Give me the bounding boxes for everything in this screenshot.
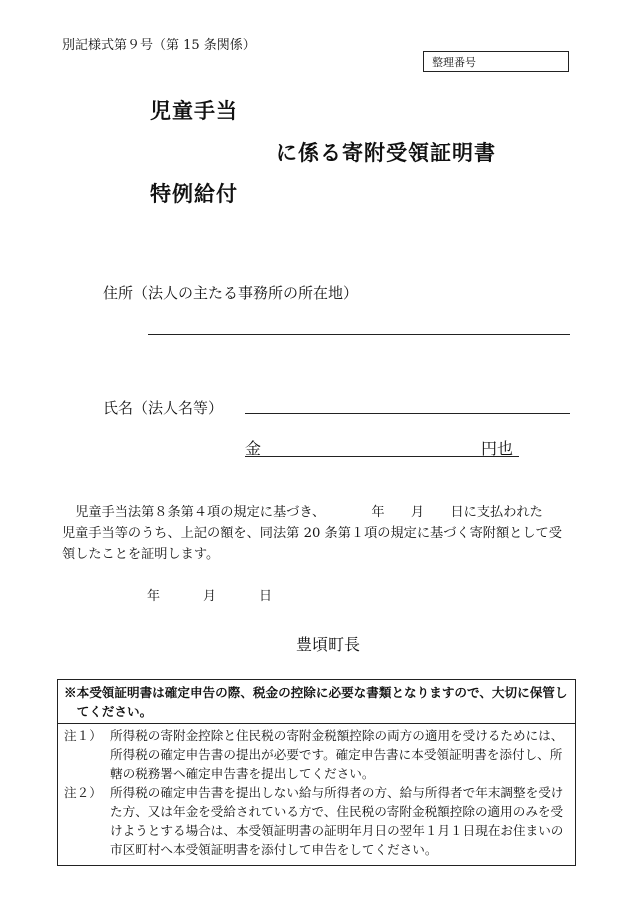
issue-date	[147, 585, 272, 604]
note-1-body: 所得税の寄附金控除と住民税の寄附金税額控除の両方の適用を受けるためには、所得税の確定申告書の提出が必要です。確定申告書に本受領証明書を添付し、所轄の税務署へ確定申告書を提出してください。	[110, 728, 564, 781]
issue-date-year: 年	[147, 589, 161, 604]
amount-prefix: 金	[245, 439, 262, 458]
note-2-head: 注２）	[64, 785, 102, 800]
certification-line-3: 領したことを証明します。	[62, 547, 220, 562]
title-special-benefit: 特例給付	[150, 181, 238, 206]
issue-date-day: 日	[259, 589, 273, 604]
note-1	[58, 726, 575, 783]
amount-suffix: 円也	[481, 439, 514, 458]
form-number: 別記様式第９号（第 15 条関係）	[62, 38, 256, 53]
issuer-mayor: 豊頃町長	[296, 635, 361, 654]
name-label: 氏名（法人名等）	[103, 399, 224, 417]
issue-date-month: 月	[203, 589, 217, 604]
amount-field-line[interactable]	[245, 456, 519, 457]
reference-number-box[interactable]: 整理番号	[423, 51, 569, 72]
note-2-body: 所得税の確定申告書を提出しない給与所得者の方、給与所得者で年末調整を受けた方、又は年金を受給されている方で、住民税の寄附金税額控除の適用のみを受けようとする場合は、本受領証明書の証明年月日の翌年１月１日現在お住まいの市区町村へ本受領証明書を添付して申告をしてください。	[110, 785, 564, 857]
name-field-line[interactable]	[245, 413, 570, 414]
certification-line-2: 児童手当等のうち、上記の額を、同法第 20 条第１項の規定に基づく寄附額として受	[62, 526, 562, 541]
notes-main: ※本受領証明書は確定申告の際、税金の控除に必要な書類となりますので、大切に保管してください。	[58, 680, 575, 724]
certification-text	[62, 502, 574, 565]
certification-line-1: 児童手当法第８条第４項の規定に基づき、 年 月 日に支払われた	[75, 505, 543, 520]
note-1-head: 注１）	[64, 728, 102, 743]
notes-box	[57, 679, 576, 866]
title-main: に係る寄附受領証明書	[276, 140, 496, 165]
title-child-allowance: 児童手当	[150, 98, 238, 123]
address-label: 住所（法人の主たる事務所の所在地）	[103, 284, 359, 302]
note-2	[58, 783, 575, 859]
address-field-line[interactable]	[148, 334, 570, 335]
